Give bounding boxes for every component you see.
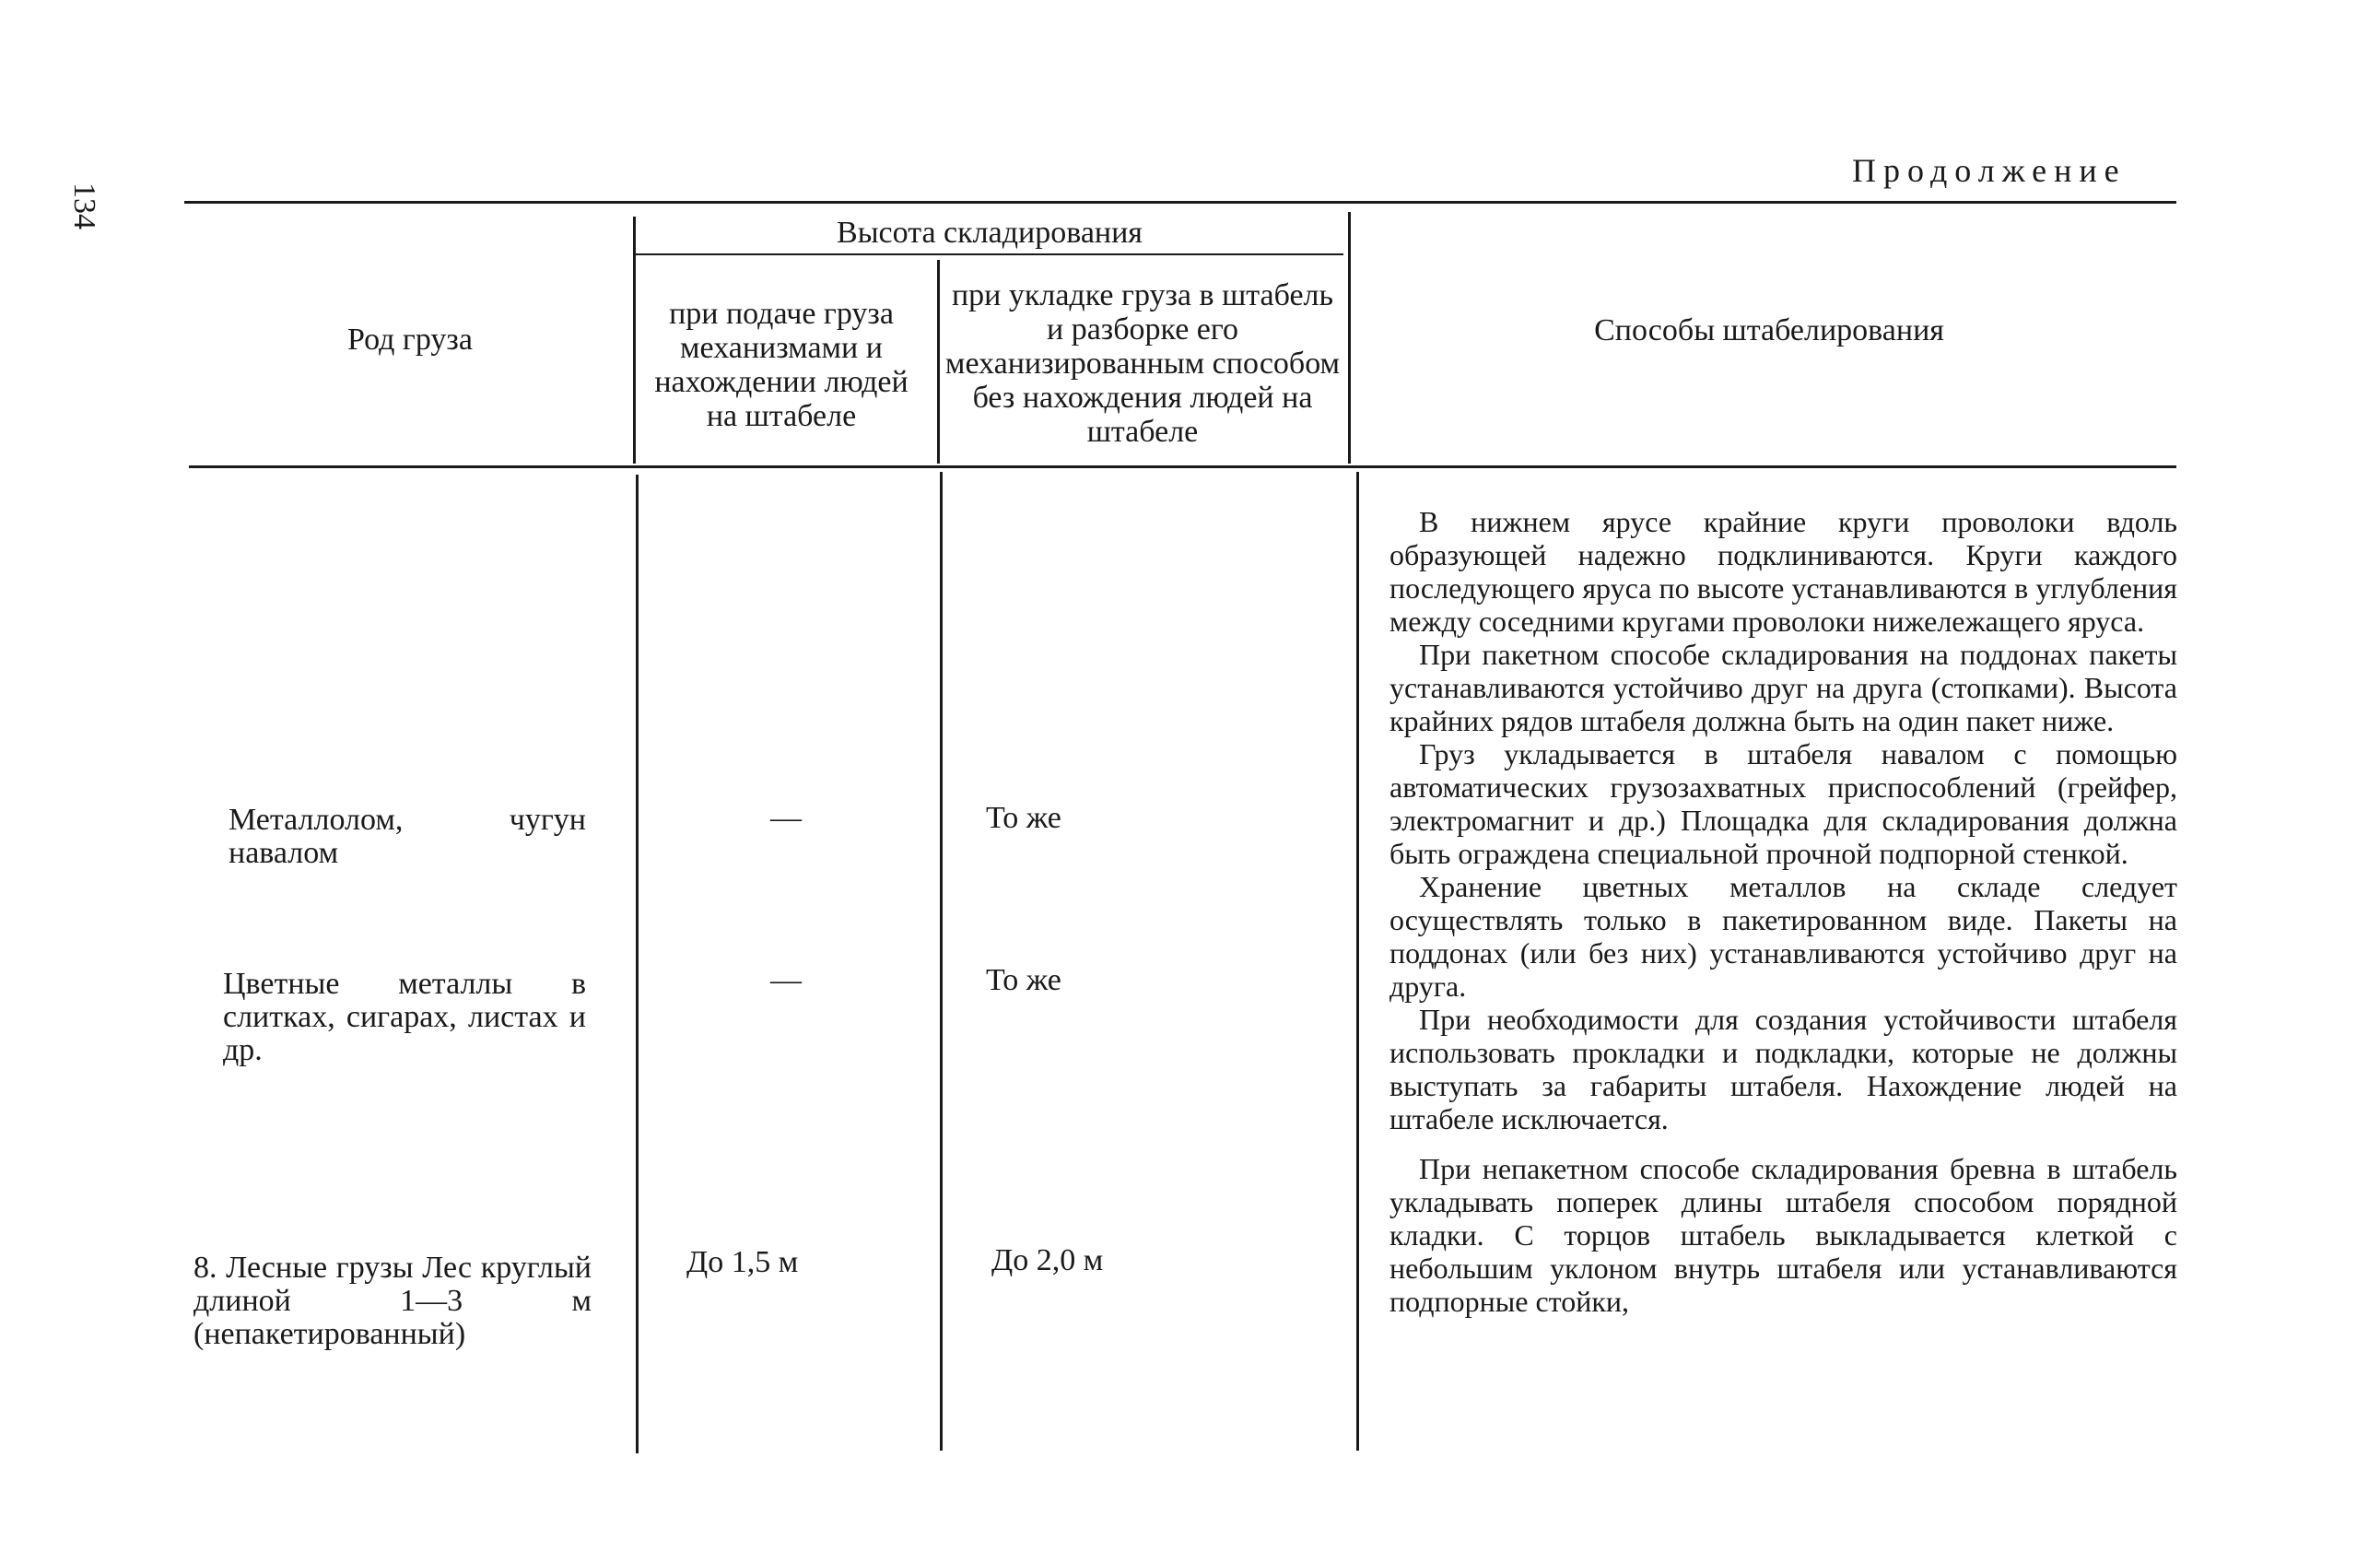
- methods-paragraph-4: Хранение цветных металлов на складе следует осуществлять только в пакетированном виде. Пакеты на поддонах (или без них) устанавливаются устойчиво друг на друга.: [1389, 870, 2177, 1003]
- methods-paragraph-6: При непакетном способе складирования бревна в штабель укладывать поперек длины штабеля способом порядной кладки. С торцов штабель выкладывается клеткой с небольшим уклоном внутрь штабеля или устанавливаются подпорные стойки,: [1389, 1152, 2177, 1318]
- height-group-rule: [636, 253, 1343, 255]
- row-2-height-without-people: То же: [986, 963, 1061, 997]
- header-stacking-methods: Способы штабелирования: [1594, 313, 1944, 347]
- methods-paragraph-3: Груз укладывается в штабеля навалом с помощью автоматических грузозахватных приспособлений (грейфер, электромагнит и др.) Площадка для складирования должна быть ограждена специальной прочной подпорной стенкой.: [1389, 737, 2177, 870]
- row-2-height-with-people: —: [770, 963, 802, 997]
- methods-paragraph-5: При необходимости для создания устойчивости штабеля использовать прокладки и подкладки, которые не должны выступать за габариты штабеля. Нахождение людей на штабеле исключается.: [1389, 1003, 2177, 1135]
- header-divider-2: [937, 260, 940, 464]
- body-divider-3: [1356, 472, 1359, 1451]
- row-3-height-with-people: До 1,5 м: [686, 1245, 799, 1279]
- header-divider-3: [1348, 212, 1351, 464]
- methods-paragraph-1: В нижнем ярусе крайние круги проволоки вдоль образующей надежно подклиниваются. Круги каждого последующего яруса по высоте устанавливаются в углубления между соседними кругами проволоки нижележащего яруса.: [1389, 505, 2177, 638]
- continuation-label: Продолжение: [1852, 152, 2127, 189]
- row-3-height-without-people: До 2,0 м: [991, 1243, 1104, 1277]
- header-without-people: при укладке груза в штабель и разборке его механизированным способом без нахождения людей на штабеле: [944, 278, 1341, 449]
- page-number: 134: [67, 182, 101, 229]
- row-1-height-with-people: —: [770, 801, 802, 835]
- methods-paragraph-2: При пакетном способе складирования на поддонах пакеты устанавливаются устойчиво друг на друга (стопками). Высота крайних рядов штабеля должна быть на один пакет ниже.: [1389, 638, 2177, 737]
- body-divider-1: [636, 475, 639, 1453]
- header-divider-1: [633, 217, 636, 464]
- header-storage-height: Высота складирования: [837, 216, 1143, 250]
- header-bottom-rule: [189, 465, 2176, 468]
- table-top-rule: [184, 201, 2176, 204]
- row-3-cargo: 8. Лесные грузы Лес круглый длиной 1—3 м (непакетированный): [193, 1251, 592, 1351]
- header-cargo-type: Род груза: [347, 323, 473, 357]
- header-with-people: при подаче груза механизмами и нахождении людей на штабеле: [654, 297, 909, 433]
- row-1-height-without-people: То же: [986, 801, 1061, 835]
- stacking-methods-column: [1389, 505, 2177, 1318]
- body-divider-2: [940, 472, 943, 1451]
- row-2-cargo: Цветные металлы в слитках, сигарах, листах и др.: [223, 967, 586, 1067]
- row-1-cargo: Металлолом, чугун навалом: [229, 803, 586, 870]
